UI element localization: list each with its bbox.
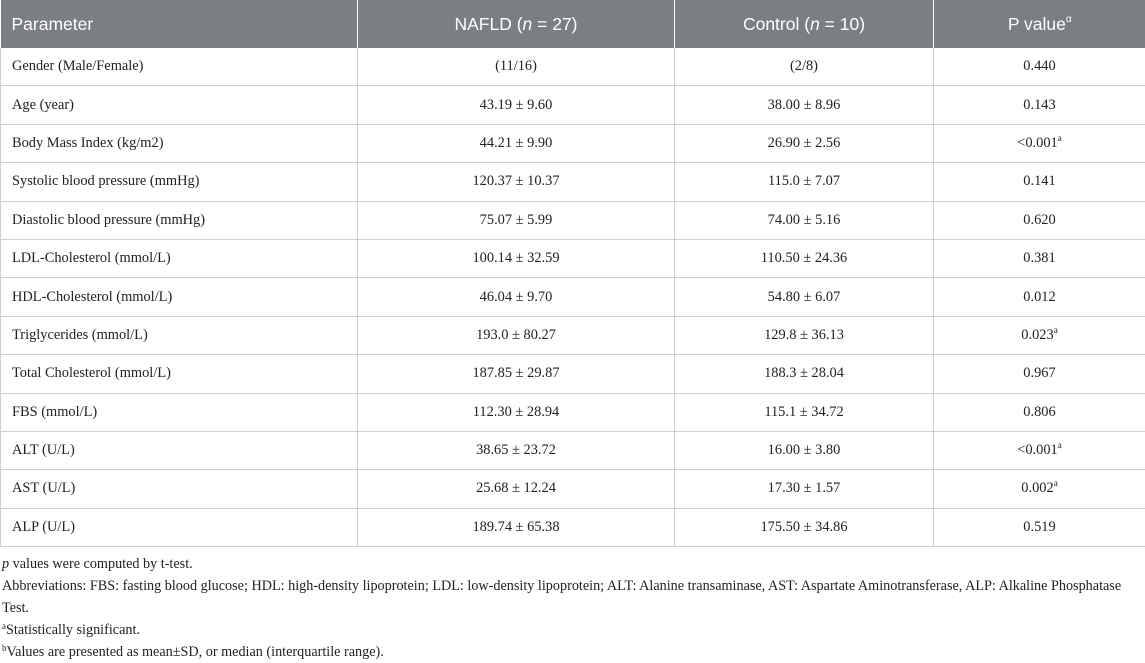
cell-nafld bbox=[358, 239, 675, 277]
cell-control bbox=[675, 508, 934, 546]
cell-pvalue bbox=[934, 278, 1145, 316]
cell-pvalue bbox=[934, 393, 1145, 431]
cell-parameter-text: Diastolic blood pressure (mmHg) bbox=[12, 212, 205, 228]
cell-control bbox=[675, 355, 934, 393]
cell-pvalue bbox=[934, 431, 1145, 469]
footnote-significance-text: Statistically significant. bbox=[6, 622, 140, 638]
header-nafld-prefix: NAFLD ( bbox=[454, 14, 522, 34]
table-row bbox=[1, 48, 1145, 86]
cell-nafld-text: 75.07 ± 5.99 bbox=[480, 212, 553, 228]
cell-parameter-text: ALT (U/L) bbox=[12, 442, 75, 458]
cell-control bbox=[675, 239, 934, 277]
footnote-ttest bbox=[2, 553, 1140, 575]
footnote-significance bbox=[2, 619, 1140, 641]
cell-parameter-text: Systolic blood pressure (mmHg) bbox=[12, 173, 199, 189]
cell-nafld-text: 46.04 ± 9.70 bbox=[480, 289, 553, 305]
cell-nafld-text: 187.85 ± 29.87 bbox=[472, 365, 559, 381]
footnote-values-mark: b bbox=[2, 643, 7, 653]
cell-nafld-text: 38.65 ± 23.72 bbox=[476, 442, 556, 458]
header-nafld-n: n bbox=[523, 14, 533, 34]
cell-parameter bbox=[1, 431, 358, 469]
cell-parameter bbox=[1, 470, 358, 508]
cell-pvalue-sup: a bbox=[1058, 440, 1062, 450]
cell-nafld-text: 44.21 ± 9.90 bbox=[480, 135, 553, 151]
header-control-n: n bbox=[810, 14, 820, 34]
cell-parameter-text: FBS (mmol/L) bbox=[12, 404, 97, 420]
cell-parameter bbox=[1, 86, 358, 124]
footnote-significance-mark: a bbox=[2, 621, 6, 631]
footnote-ttest-text: values were computed by t-test. bbox=[9, 556, 193, 572]
cell-parameter-text: HDL-Cholesterol (mmol/L) bbox=[12, 289, 172, 305]
cell-parameter-text: Gender (Male/Female) bbox=[12, 58, 143, 74]
cell-parameter bbox=[1, 355, 358, 393]
cell-nafld bbox=[358, 48, 675, 86]
cell-pvalue-text: 0.023 bbox=[1021, 327, 1053, 343]
cell-pvalue-text: 0.012 bbox=[1023, 289, 1055, 305]
cell-parameter-text: Triglycerides (mmol/L) bbox=[12, 327, 148, 343]
footnote-values-text: Values are presented as mean±SD, or median (interquartile range). bbox=[7, 644, 384, 660]
cell-pvalue-text: 0.143 bbox=[1023, 97, 1055, 113]
cell-control-text: 129.8 ± 36.13 bbox=[764, 327, 844, 343]
header-row bbox=[1, 0, 1145, 48]
cell-parameter-text: Age (year) bbox=[12, 97, 74, 113]
cell-control-text: 74.00 ± 5.16 bbox=[768, 212, 841, 228]
cell-nafld-text: 25.68 ± 12.24 bbox=[476, 480, 556, 496]
cell-nafld bbox=[358, 124, 675, 162]
cell-nafld bbox=[358, 86, 675, 124]
table-row bbox=[1, 201, 1145, 239]
cell-parameter-text: AST (U/L) bbox=[12, 480, 75, 496]
table-row bbox=[1, 124, 1145, 162]
table-row bbox=[1, 431, 1145, 469]
cell-nafld bbox=[358, 431, 675, 469]
footnote-values bbox=[2, 641, 1140, 663]
cell-parameter bbox=[1, 48, 358, 86]
cell-pvalue-text: 0.806 bbox=[1023, 404, 1055, 420]
cell-control bbox=[675, 48, 934, 86]
header-control bbox=[675, 0, 934, 48]
cell-control-text: 26.90 ± 2.56 bbox=[768, 135, 841, 151]
header-nafld-suffix: = 27) bbox=[532, 14, 577, 34]
header-nafld bbox=[358, 0, 675, 48]
cell-nafld bbox=[358, 163, 675, 201]
cell-pvalue-sup: a bbox=[1054, 478, 1058, 488]
cell-pvalue-text: 0.002 bbox=[1021, 480, 1053, 496]
cell-pvalue bbox=[934, 316, 1145, 354]
cell-nafld bbox=[358, 470, 675, 508]
table-row bbox=[1, 470, 1145, 508]
cell-control-text: 54.80 ± 6.07 bbox=[768, 289, 841, 305]
cell-pvalue bbox=[934, 239, 1145, 277]
cell-parameter bbox=[1, 201, 358, 239]
footnote-ttest-p: p bbox=[2, 556, 9, 572]
cell-pvalue bbox=[934, 163, 1145, 201]
cell-parameter bbox=[1, 239, 358, 277]
cell-control bbox=[675, 201, 934, 239]
table-body bbox=[1, 48, 1145, 547]
cell-pvalue bbox=[934, 355, 1145, 393]
cell-control bbox=[675, 431, 934, 469]
cell-parameter bbox=[1, 508, 358, 546]
cell-pvalue bbox=[934, 201, 1145, 239]
cell-parameter bbox=[1, 163, 358, 201]
cell-parameter-text: Total Cholesterol (mmol/L) bbox=[12, 365, 171, 381]
cell-pvalue-text: 0.440 bbox=[1023, 58, 1055, 74]
cell-control bbox=[675, 470, 934, 508]
cell-pvalue bbox=[934, 508, 1145, 546]
header-pvalue-label: P value bbox=[1008, 14, 1066, 34]
table-row bbox=[1, 278, 1145, 316]
cell-nafld-text: 189.74 ± 65.38 bbox=[472, 519, 559, 535]
cell-nafld-text: 43.19 ± 9.60 bbox=[480, 97, 553, 113]
cell-nafld bbox=[358, 393, 675, 431]
cell-parameter bbox=[1, 278, 358, 316]
cell-control-text: 16.00 ± 3.80 bbox=[768, 442, 841, 458]
cell-pvalue bbox=[934, 86, 1145, 124]
cell-nafld bbox=[358, 355, 675, 393]
cell-control-text: 188.3 ± 28.04 bbox=[764, 365, 844, 381]
cell-nafld-text: 112.30 ± 28.94 bbox=[473, 404, 560, 420]
header-pvalue-sup: α bbox=[1066, 14, 1072, 25]
header-parameter bbox=[1, 0, 358, 48]
footnote-abbreviations: Abbreviations: FBS: fasting blood glucose; HDL: high-density lipoprotein; LDL: low-density lipoprotein; ALT: Alanine transaminase, AST: Aspartate Aminotransferase, ALP: Alkaline Phosphatase Test. bbox=[2, 575, 1140, 619]
cell-control-text: 38.00 ± 8.96 bbox=[768, 97, 841, 113]
table-row bbox=[1, 393, 1145, 431]
cell-pvalue-sup: a bbox=[1058, 133, 1062, 143]
table-row bbox=[1, 86, 1145, 124]
cell-pvalue bbox=[934, 470, 1145, 508]
cell-nafld bbox=[358, 278, 675, 316]
header-control-suffix: = 10) bbox=[820, 14, 865, 34]
header-control-prefix: Control ( bbox=[743, 14, 810, 34]
cell-control bbox=[675, 278, 934, 316]
cell-control-text: 175.50 ± 34.86 bbox=[760, 519, 847, 535]
table-row bbox=[1, 239, 1145, 277]
cell-parameter bbox=[1, 393, 358, 431]
cell-control-text: 110.50 ± 24.36 bbox=[761, 250, 848, 266]
table-row bbox=[1, 508, 1145, 546]
header-parameter-label: Parameter bbox=[12, 14, 94, 34]
cell-nafld bbox=[358, 201, 675, 239]
cell-control-text: 17.30 ± 1.57 bbox=[768, 480, 841, 496]
cell-control bbox=[675, 86, 934, 124]
cell-parameter bbox=[1, 316, 358, 354]
cell-parameter bbox=[1, 124, 358, 162]
table-row bbox=[1, 355, 1145, 393]
cell-parameter-text: LDL-Cholesterol (mmol/L) bbox=[12, 250, 171, 266]
cell-pvalue-text: 0.519 bbox=[1023, 519, 1055, 535]
cell-pvalue-text: <0.001 bbox=[1017, 135, 1058, 151]
cell-parameter-text: Body Mass Index (kg/m2) bbox=[12, 135, 164, 151]
cell-nafld-text: 193.0 ± 80.27 bbox=[476, 327, 556, 343]
cell-pvalue bbox=[934, 48, 1145, 86]
cell-nafld bbox=[358, 316, 675, 354]
cell-pvalue-text: <0.001 bbox=[1017, 442, 1058, 458]
header-pvalue bbox=[934, 0, 1145, 48]
table-row bbox=[1, 163, 1145, 201]
cell-control-text: 115.0 ± 7.07 bbox=[768, 173, 840, 189]
cell-control bbox=[675, 393, 934, 431]
cell-control-text: 115.1 ± 34.72 bbox=[764, 404, 843, 420]
cell-nafld-text: 100.14 ± 32.59 bbox=[472, 250, 559, 266]
cell-nafld-text: (11/16) bbox=[495, 58, 537, 74]
cell-control bbox=[675, 163, 934, 201]
cell-pvalue-sup: a bbox=[1054, 325, 1058, 335]
cell-nafld bbox=[358, 508, 675, 546]
cell-control bbox=[675, 316, 934, 354]
cell-nafld-text: 120.37 ± 10.37 bbox=[472, 173, 559, 189]
footnotes bbox=[0, 547, 1145, 663]
cell-pvalue-text: 0.141 bbox=[1023, 173, 1055, 189]
cell-pvalue-text: 0.381 bbox=[1023, 250, 1055, 266]
cell-parameter-text: ALP (U/L) bbox=[12, 519, 75, 535]
cell-pvalue-text: 0.620 bbox=[1023, 212, 1055, 228]
cell-pvalue-text: 0.967 bbox=[1023, 365, 1055, 381]
cell-control bbox=[675, 124, 934, 162]
cell-pvalue bbox=[934, 124, 1145, 162]
table-row bbox=[1, 316, 1145, 354]
cell-control-text: (2/8) bbox=[790, 58, 818, 74]
